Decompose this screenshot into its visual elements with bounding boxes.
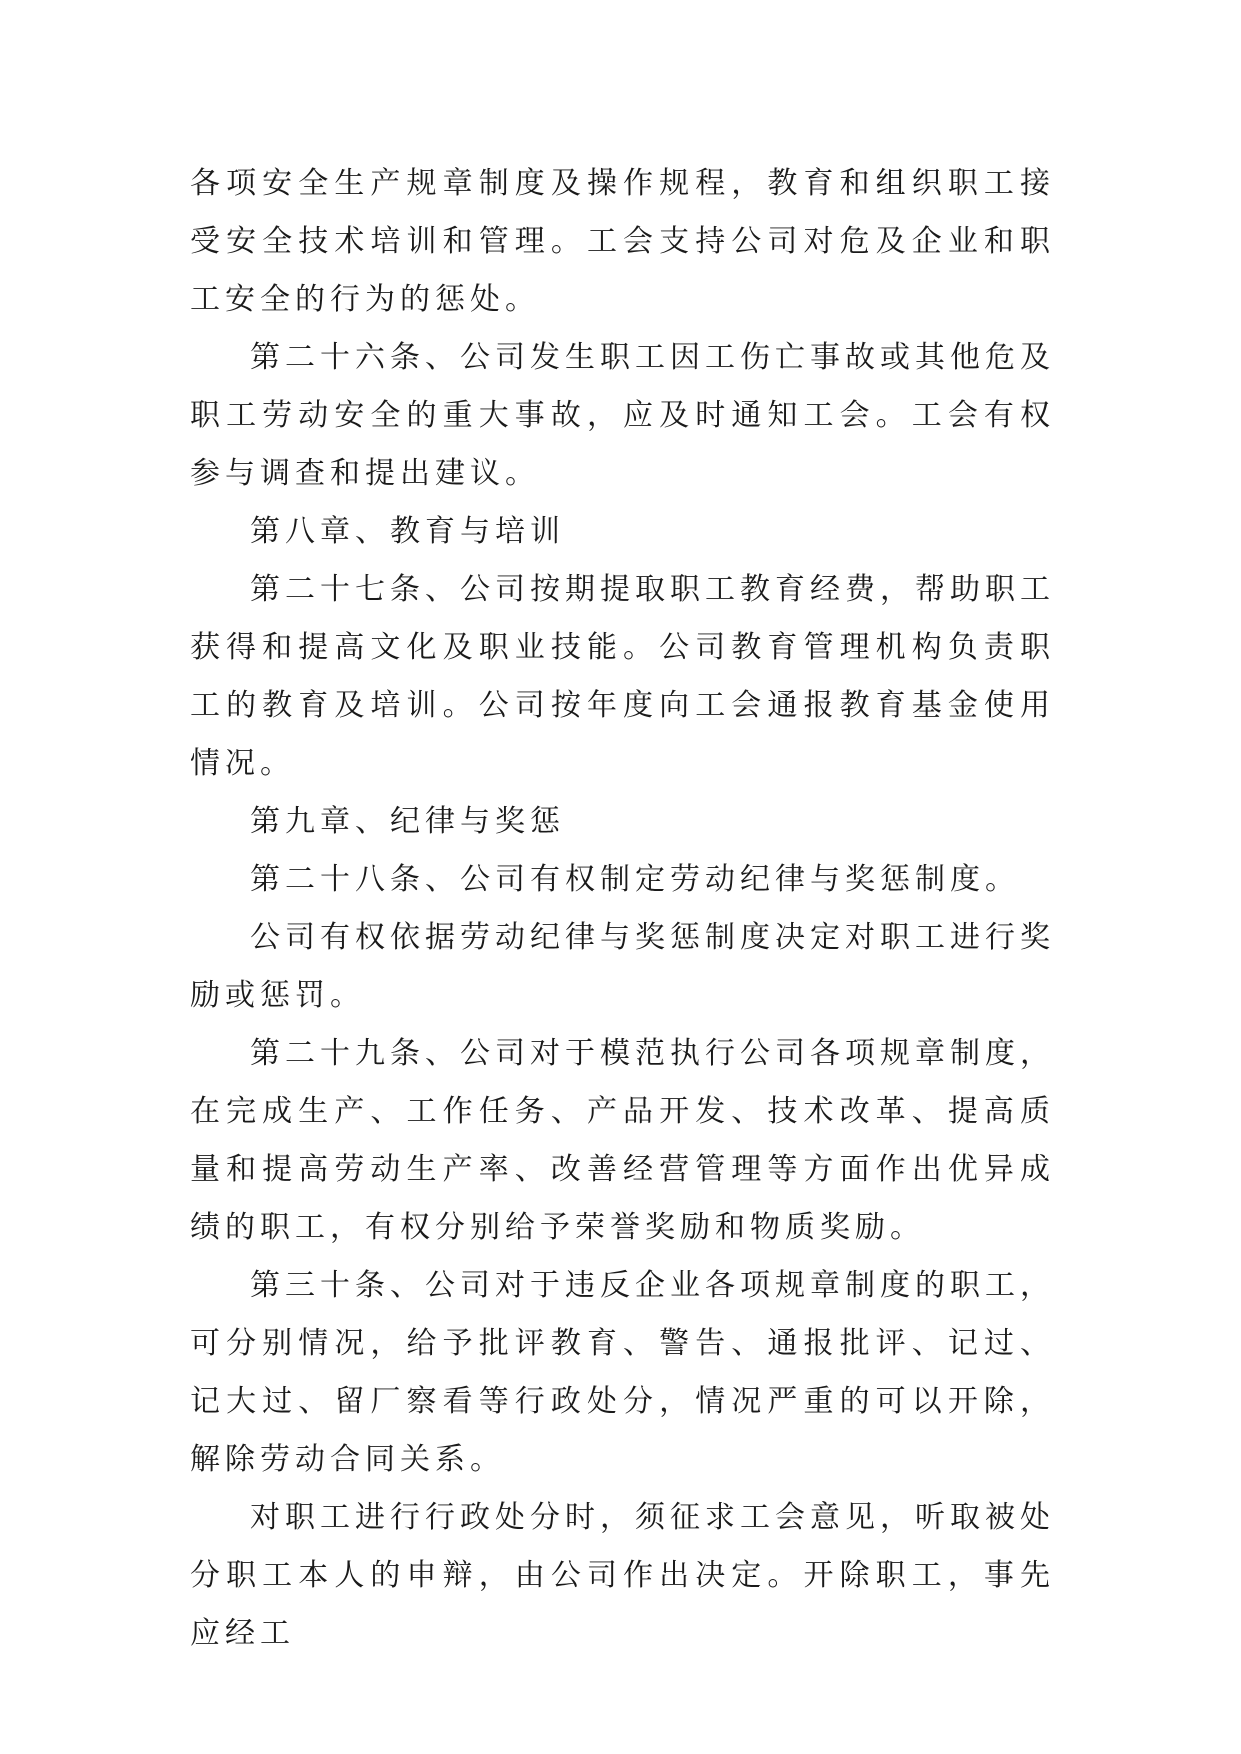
article-26: 第二十六条、公司发生职工因工伤亡事故或其他危及职工劳动安全的重大事故，应及时通知工会。工会有权参与调查和提出建议。 [190,340,1055,491]
article-29: 第二十九条、公司对于模范执行公司各项规章制度，在完成生产、工作任务、产品开发、技术改革、提高质量和提高劳动生产率、改善经营管理等方面作出优异成绩的职工，有权分别给予荣誉奖励和物质奖励。 [190,1036,1055,1245]
article-30: 第三十条、公司对于违反企业各项规章制度的职工，可分别情况，给予批评教育、警告、通报批评、记过、记大过、留厂察看等行政处分，情况严重的可以开除，解除劳动合同关系。 [190,1268,1055,1477]
paragraph-continuation: 各项安全生产规章制度及操作规程，教育和组织职工接受安全技术培训和管理。工会支持公司对危及企业和职工安全的行为的惩处。 [190,166,1055,317]
document-body [190,155,1055,1663]
article-30-clause: 对职工进行行政处分时，须征求工会意见，听取被处分职工本人的申辩，由公司作出决定。开除职工，事先应经工 [190,1500,1055,1651]
chapter-9-heading: 第九章、纪律与奖惩 [250,804,565,839]
article-28: 第二十八条、公司有权制定劳动纪律与奖惩制度。 [250,862,1020,897]
article-28-clause: 公司有权依据劳动纪律与奖惩制度决定对职工进行奖励或惩罚。 [190,920,1055,1013]
chapter-8-heading: 第八章、教育与培训 [250,514,565,549]
article-27: 第二十七条、公司按期提取职工教育经费，帮助职工获得和提高文化及职业技能。公司教育管理机构负责职工的教育及培训。公司按年度向工会通报教育基金使用情况。 [190,572,1055,781]
